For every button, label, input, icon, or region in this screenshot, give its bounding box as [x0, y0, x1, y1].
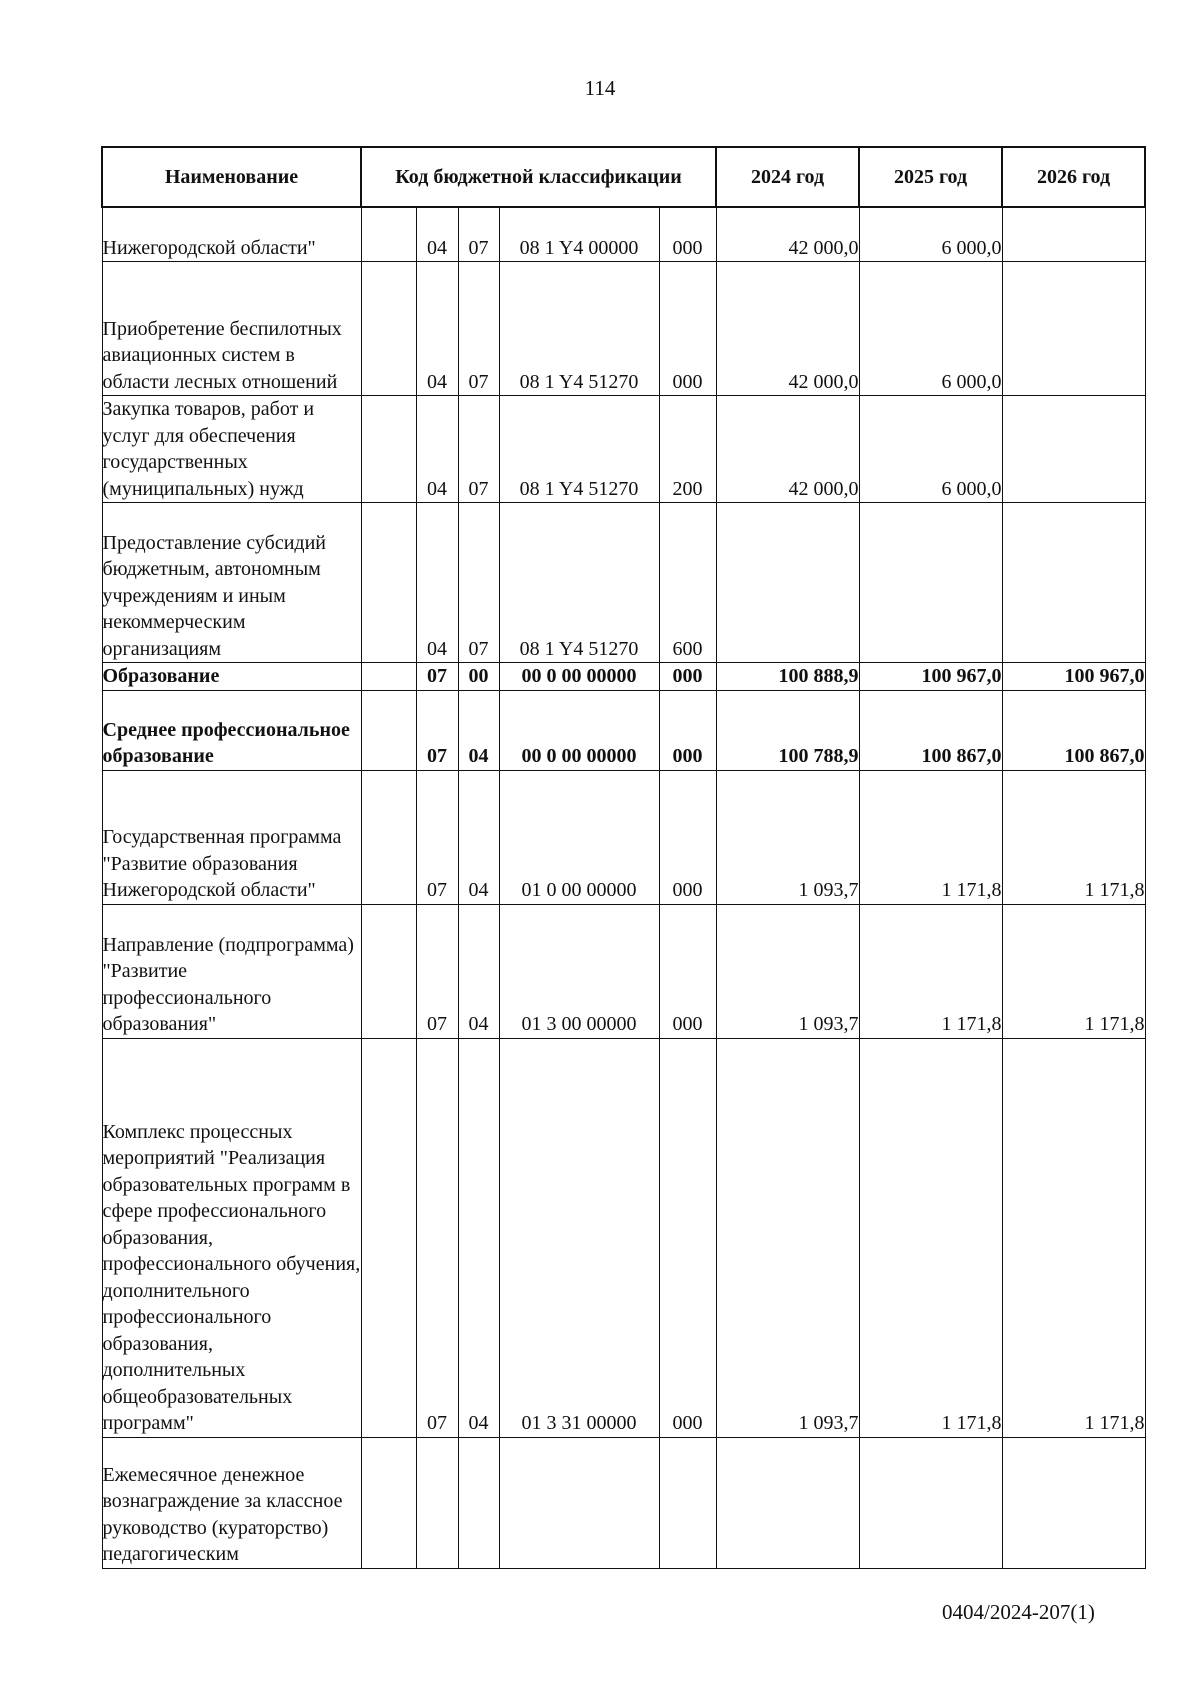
row-target-article: 08 1 Y4 51270: [499, 503, 659, 663]
header-name: Наименование: [102, 147, 361, 207]
row-expense-type: 000: [659, 262, 716, 396]
row-name: Образование: [102, 663, 361, 691]
row-subsection: 04: [458, 1038, 499, 1437]
table-row: [102, 207, 1145, 262]
table-row: [102, 1437, 1145, 1568]
row-2025: 1 171,8: [859, 770, 1002, 904]
row-name: Приобретение беспилотных авиационных систем в области лесных отношений: [102, 262, 361, 396]
row-2024: 42 000,0: [716, 207, 859, 262]
row-target-article: 01 0 00 00000: [499, 770, 659, 904]
header-2024: 2024 год: [716, 147, 859, 207]
row-2026: [1002, 503, 1145, 663]
row-2024: [716, 503, 859, 663]
table-body: [102, 207, 1145, 1568]
row-expense-type: [659, 1437, 716, 1568]
row-section: 07: [416, 770, 458, 904]
table-row: [102, 770, 1145, 904]
row-target-article: 00 0 00 00000: [499, 663, 659, 691]
row-expense-type: 000: [659, 690, 716, 770]
row-2025: 100 967,0: [859, 663, 1002, 691]
row-code-blank: [361, 396, 416, 503]
row-section: [416, 1437, 458, 1568]
row-subsection: 04: [458, 690, 499, 770]
row-code-blank: [361, 207, 416, 262]
row-2026: [1002, 396, 1145, 503]
table-row: [102, 396, 1145, 503]
row-code-blank: [361, 770, 416, 904]
row-subsection: 07: [458, 207, 499, 262]
row-expense-type: 000: [659, 1038, 716, 1437]
table-header-row: [102, 147, 1145, 207]
row-expense-type: 000: [659, 770, 716, 904]
row-2026: 1 171,8: [1002, 770, 1145, 904]
row-target-article: 08 1 Y4 00000: [499, 207, 659, 262]
row-2026: [1002, 1437, 1145, 1568]
row-name: Государственная программа "Развитие образования Нижегородской области": [102, 770, 361, 904]
row-2025: [859, 1437, 1002, 1568]
row-name: Предоставление субсидий бюджетным, автономным учреждениям и иным некоммерческим организациям: [102, 503, 361, 663]
row-code-blank: [361, 904, 416, 1038]
table-row: [102, 663, 1145, 691]
row-target-article: 01 3 31 00000: [499, 1038, 659, 1437]
row-2025: 6 000,0: [859, 262, 1002, 396]
row-2025: 1 171,8: [859, 1038, 1002, 1437]
budget-table: [101, 146, 1146, 1569]
row-section: 07: [416, 1038, 458, 1437]
row-2025: [859, 503, 1002, 663]
document-code: 0404/2024-207(1): [942, 1600, 1095, 1624]
row-name: Среднее профессиональное образование: [102, 690, 361, 770]
table-row: [102, 503, 1145, 663]
row-code-blank: [361, 503, 416, 663]
header-2026: 2026 год: [1002, 147, 1145, 207]
row-section: 04: [416, 207, 458, 262]
row-expense-type: 200: [659, 396, 716, 503]
row-name: Нижегородской области": [102, 207, 361, 262]
row-target-article: 00 0 00 00000: [499, 690, 659, 770]
row-subsection: 07: [458, 503, 499, 663]
row-2024: 1 093,7: [716, 1038, 859, 1437]
row-name: Ежемесячное денежное вознаграждение за классное руководство (кураторство) педагогическим: [102, 1437, 361, 1568]
header-code: Код бюджетной классификации: [361, 147, 716, 207]
table-row: [102, 262, 1145, 396]
row-2024: 100 788,9: [716, 690, 859, 770]
row-target-article: 08 1 Y4 51270: [499, 262, 659, 396]
row-section: 04: [416, 503, 458, 663]
row-2024: 42 000,0: [716, 262, 859, 396]
row-2024: 1 093,7: [716, 904, 859, 1038]
row-2025: 1 171,8: [859, 904, 1002, 1038]
row-subsection: 00: [458, 663, 499, 691]
row-2026: 100 967,0: [1002, 663, 1145, 691]
row-subsection: 07: [458, 262, 499, 396]
row-2025: 100 867,0: [859, 690, 1002, 770]
row-2024: [716, 1437, 859, 1568]
page-number: 114: [584, 76, 616, 100]
row-section: 07: [416, 904, 458, 1038]
row-section: 07: [416, 663, 458, 691]
row-code-blank: [361, 1038, 416, 1437]
row-2026: 1 171,8: [1002, 904, 1145, 1038]
row-code-blank: [361, 262, 416, 396]
row-2024: 1 093,7: [716, 770, 859, 904]
row-2026: 1 171,8: [1002, 1038, 1145, 1437]
row-2026: [1002, 262, 1145, 396]
table-row: [102, 690, 1145, 770]
header-2025: 2025 год: [859, 147, 1002, 207]
row-code-blank: [361, 690, 416, 770]
row-section: 04: [416, 396, 458, 503]
row-subsection: 07: [458, 396, 499, 503]
row-section: 04: [416, 262, 458, 396]
row-expense-type: 000: [659, 207, 716, 262]
row-target-article: 01 3 00 00000: [499, 904, 659, 1038]
row-2024: 42 000,0: [716, 396, 859, 503]
row-name: Закупка товаров, работ и услуг для обеспечения государственных (муниципальных) нужд: [102, 396, 361, 503]
table-row: [102, 904, 1145, 1038]
row-name: Комплекс процессных мероприятий "Реализация образовательных программ в сфере профессионального образования, профессионального обучения, дополнительного профессионального образования, дополнительных общеобразовательных программ": [102, 1038, 361, 1437]
row-subsection: [458, 1437, 499, 1568]
row-expense-type: 000: [659, 663, 716, 691]
row-2024: 100 888,9: [716, 663, 859, 691]
row-expense-type: 000: [659, 904, 716, 1038]
row-section: 07: [416, 690, 458, 770]
row-target-article: 08 1 Y4 51270: [499, 396, 659, 503]
row-2025: 6 000,0: [859, 207, 1002, 262]
row-code-blank: [361, 663, 416, 691]
row-code-blank: [361, 1437, 416, 1568]
row-2026: [1002, 207, 1145, 262]
row-2025: 6 000,0: [859, 396, 1002, 503]
row-subsection: 04: [458, 904, 499, 1038]
row-2026: 100 867,0: [1002, 690, 1145, 770]
row-subsection: 04: [458, 770, 499, 904]
table-row: [102, 1038, 1145, 1437]
row-name: Направление (подпрограмма) "Развитие профессионального образования": [102, 904, 361, 1038]
row-target-article: [499, 1437, 659, 1568]
row-expense-type: 600: [659, 503, 716, 663]
